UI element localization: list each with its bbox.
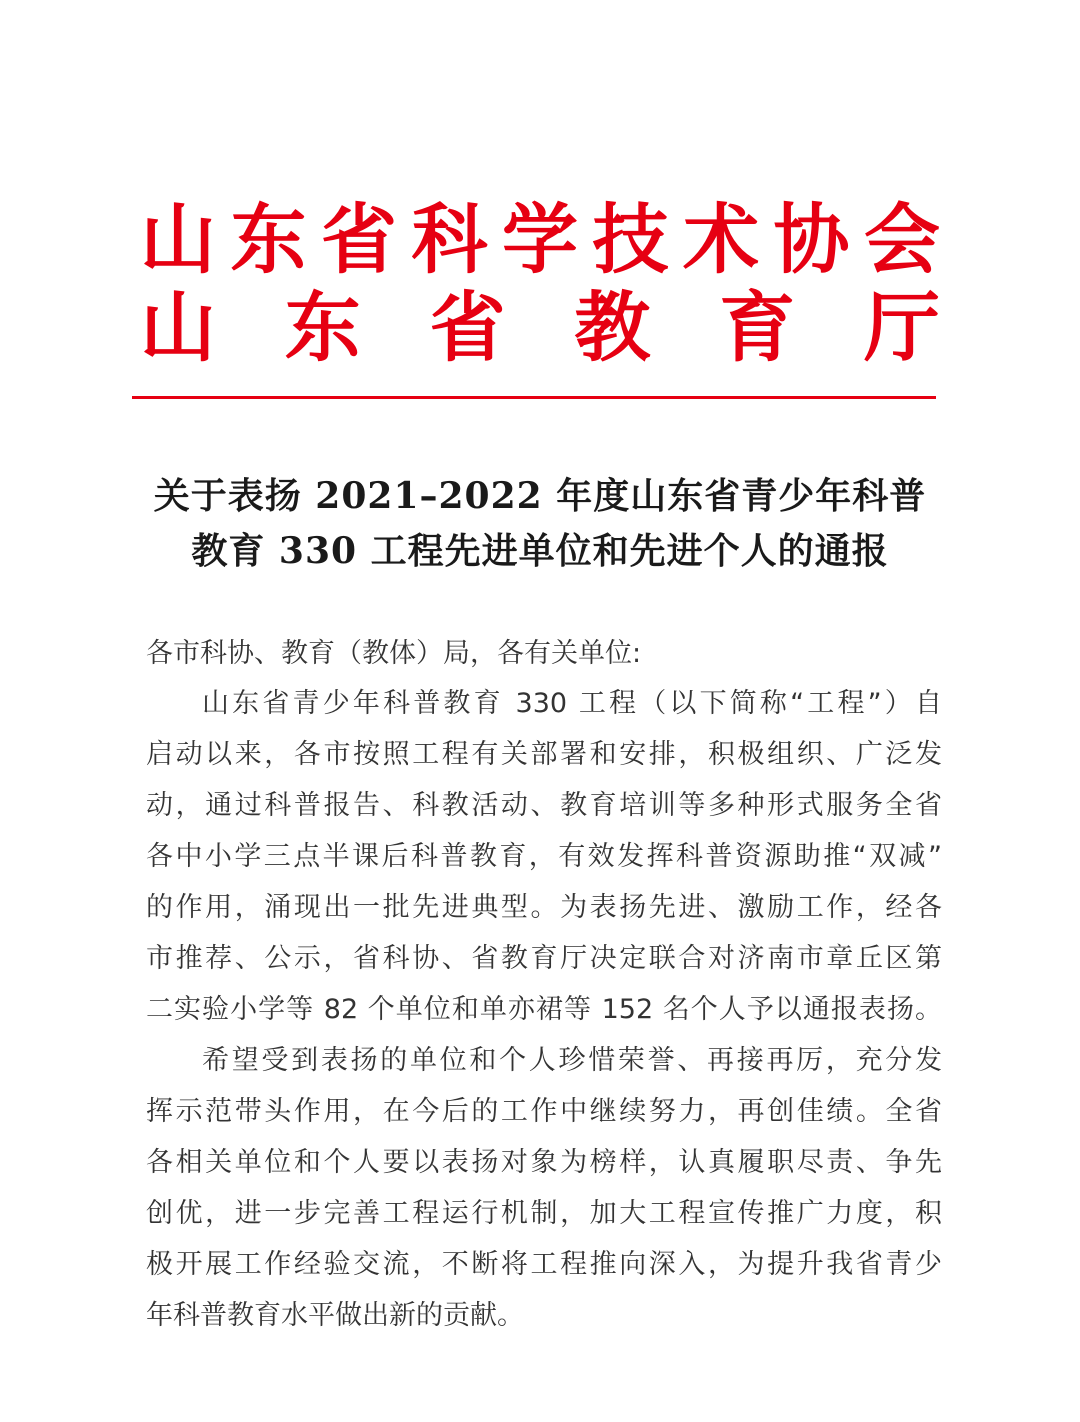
document-title-line-2: 教育 330 工程先进单位和先进个人的通报 bbox=[191, 530, 889, 572]
org-char: 东 bbox=[284, 283, 361, 372]
paragraph-2-line: 希望受到表扬的单位和个人珍惜荣誉、再接再厉，充分发 bbox=[202, 1045, 942, 1076]
paragraph-1-line: 各中小学三点半课后科普教育，有效发挥科普资源助推“双减” bbox=[146, 841, 942, 872]
org-char: 育 bbox=[719, 283, 796, 372]
paragraph-1-line: 市推荐、公示，省科协、省教育厅决定联合对济南市章丘区第 bbox=[146, 943, 942, 974]
paragraph-1-line: 山东省青少年科普教育 330 工程（以下简称“工程”）自 bbox=[202, 688, 942, 719]
org-char: 厅 bbox=[863, 283, 940, 372]
document-title-line-1: 关于表扬 2021–2022 年度山东省青少年科普 bbox=[153, 475, 927, 517]
issuing-org-line-2 bbox=[140, 283, 940, 372]
paragraph-2-line: 创优，进一步完善工程运行机制，加大工程宣传推广力度，积 bbox=[146, 1198, 942, 1229]
org-char: 省 bbox=[321, 195, 397, 284]
paragraph-1-line: 启动以来，各市按照工程有关部署和安排，积极组织、广泛发 bbox=[146, 739, 942, 770]
org-char: 科 bbox=[411, 195, 488, 284]
org-char: 山 bbox=[140, 283, 216, 372]
salutation: 各市科协、教育（教体）局，各有关单位: bbox=[146, 638, 642, 669]
org-char: 山 bbox=[140, 195, 216, 284]
red-divider-rule bbox=[132, 396, 936, 399]
issuing-org-line-1 bbox=[140, 195, 940, 284]
paragraph-2-line: 年科普教育水平做出新的贡献。 bbox=[146, 1300, 524, 1331]
org-char: 术 bbox=[683, 195, 759, 284]
paragraph-2-line: 极开展工作经验交流，不断将工程推向深入，为提升我省青少 bbox=[146, 1249, 942, 1280]
paragraph-1-line: 二实验小学等 82 个单位和单亦裙等 152 名个人予以通报表扬。 bbox=[146, 994, 942, 1025]
org-char: 省 bbox=[429, 283, 506, 372]
paragraph-2-line: 各相关单位和个人要以表扬对象为榜样，认真履职尽责、争先 bbox=[146, 1147, 942, 1178]
org-char: 教 bbox=[574, 283, 651, 372]
org-char: 学 bbox=[502, 195, 578, 284]
paragraph-1-line: 动，通过科普报告、科教活动、教育培训等多种形式服务全省 bbox=[146, 790, 942, 821]
paragraph-2-line: 挥示范带头作用，在今后的工作中继续努力，再创佳绩。全省 bbox=[146, 1096, 942, 1127]
org-char: 协 bbox=[773, 195, 850, 284]
org-char: 会 bbox=[864, 195, 940, 284]
org-char: 东 bbox=[230, 195, 307, 284]
org-char: 技 bbox=[592, 195, 669, 284]
paragraph-1-line: 的作用，涌现出一批先进典型。为表扬先进、激励工作，经各 bbox=[146, 892, 942, 923]
